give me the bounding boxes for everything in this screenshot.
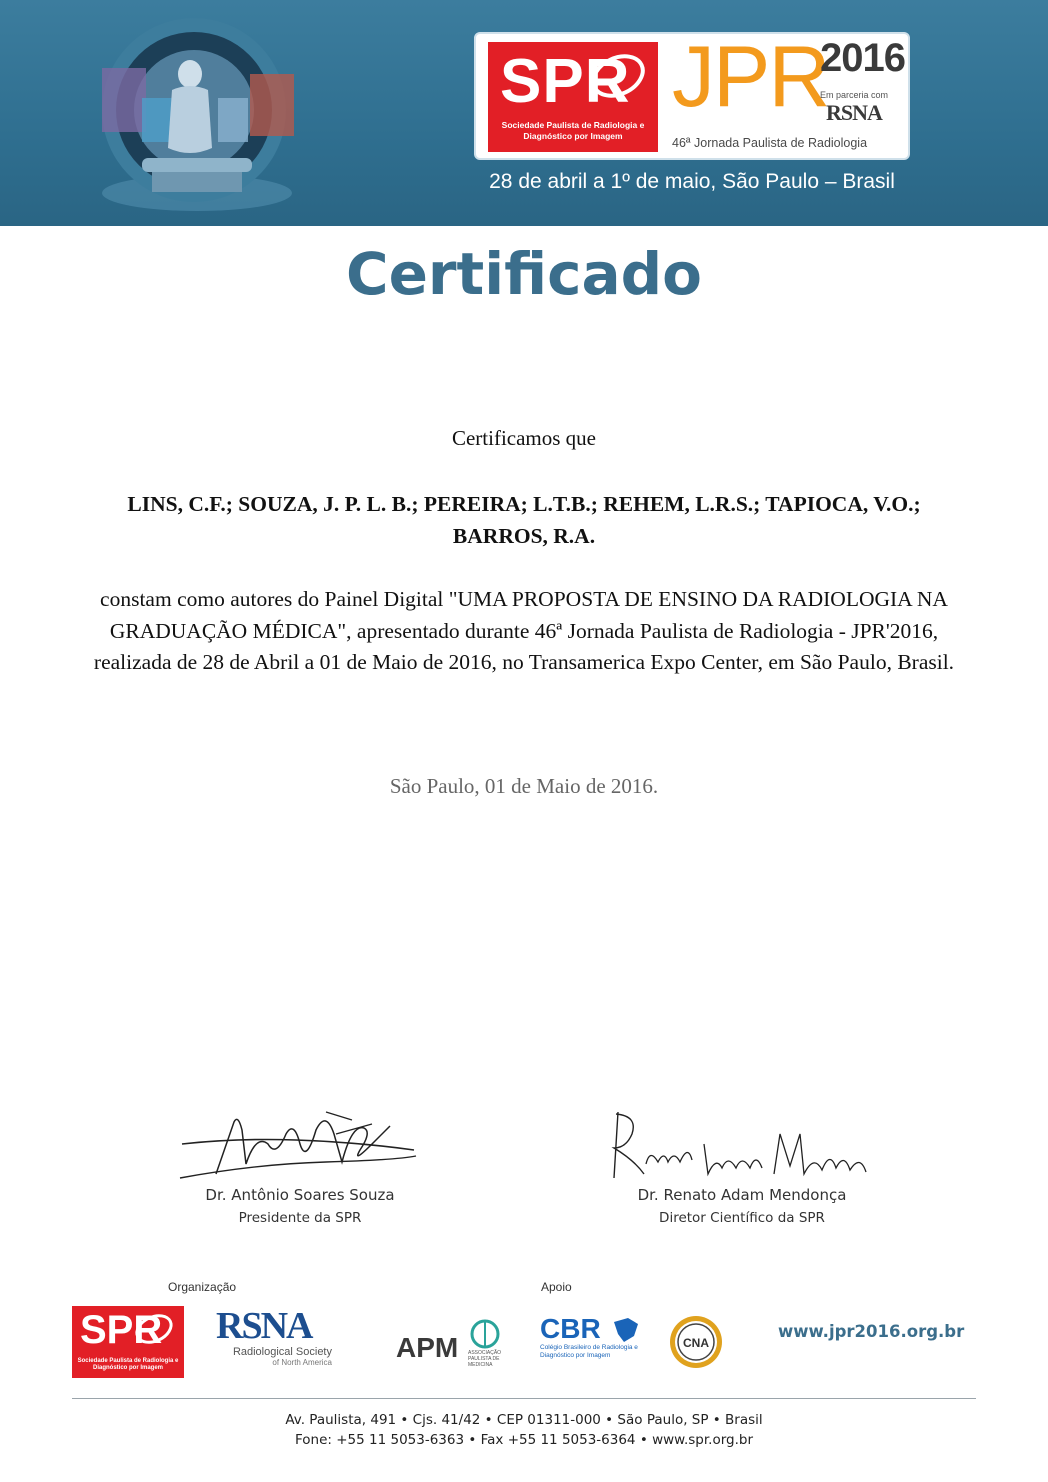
apm-logo-text: APM	[396, 1332, 459, 1363]
signer-souza	[180, 1186, 420, 1226]
signature-mendonca-image	[604, 1104, 880, 1188]
cbr-logo-subtitle: Colégio Brasileiro de Radiologia e Diagnóstico por Imagem	[540, 1344, 638, 1359]
apm-logo-subtitle: ASSOCIAÇÃO PAULISTA DE MEDICINA	[468, 1350, 502, 1368]
event-logo-box	[474, 29, 910, 160]
contact-line: Fone: +55 11 5053-6363 • Fax +55 11 5053-6364 • www.spr.org.br	[294, 1432, 754, 1448]
cbr-logo-text: CBR	[540, 1313, 601, 1344]
spr-logo-subtitle: Sociedade Paulista de Radiologia e Diagnóstico por Imagem	[501, 120, 645, 141]
partner-rsna-logo: RSNA	[826, 100, 882, 125]
organization-label: Organização	[168, 1280, 237, 1294]
signer-mendonca	[604, 1186, 880, 1226]
brazil-map-icon	[610, 1316, 640, 1344]
spr-swoosh-icon	[588, 50, 650, 102]
signer-name: Dr. Renato Adam Mendonça	[637, 1186, 847, 1204]
cbr-footer-logo	[540, 1314, 644, 1372]
event-year: 2016	[820, 36, 905, 80]
signer-role: Presidente da SPR	[238, 1210, 362, 1226]
certificate-intro: Certificamos que	[451, 426, 597, 450]
cna-seal-text: CNA	[683, 1336, 709, 1350]
spr-footer-subtitle: Sociedade Paulista de Radiologia e Diagnóstico por Imagem	[77, 1358, 179, 1371]
certificate-authors: LINS, C.F.; SOUZA, J. P. L. B.; PEREIRA; L.T.B.; REHEM, L.R.S.; TAPIOCA, V.O.; BARROS, R.A.	[127, 492, 921, 548]
spr-logo-text: SPR	[500, 47, 631, 116]
rsna-footer-logo	[216, 1306, 340, 1376]
apm-footer-logo	[396, 1318, 522, 1372]
certificate-body: constam como autores do Painel Digital "UMA PROPOSTA DE ENSINO DA RADIOLOGIA NA GRADUAÇÃO MÉDICA", apresentado durante 46ª Jornada Paulista de Radiologia - JPR'2016, realizada de 28 de Abril a 01 de Maio de 2016, no Transamerica Expo Center, em São Paulo, Brasil.	[93, 587, 955, 674]
address-line: Av. Paulista, 491 • Cjs. 41/42 • CEP 01311-000 • São Paulo, SP • Brasil	[285, 1412, 763, 1428]
cna-seal-logo	[668, 1314, 724, 1370]
certificate-place-date: São Paulo, 01 de Maio de 2016.	[389, 774, 659, 798]
footer-divider	[72, 1398, 976, 1399]
spr-footer-swoosh-icon	[132, 1310, 176, 1348]
rsna-footer-logo-text: RSNA	[216, 1305, 312, 1347]
signer-role: Diretor Científico da SPR	[659, 1210, 825, 1226]
event-dates: 28 de abril a 1º de maio, São Paulo – Brasil	[489, 170, 895, 193]
rsna-footer-subtitle-2: of North America	[272, 1358, 332, 1367]
caduceus-icon	[470, 1318, 500, 1350]
signature-souza-image	[176, 1104, 420, 1188]
header-banner	[0, 0, 1048, 226]
jpr-logo-text: JPR	[672, 29, 829, 125]
event-website[interactable]: www.jpr2016.org.br	[778, 1322, 965, 1341]
rsna-footer-subtitle: Radiological Society	[232, 1346, 332, 1358]
support-label: Apoio	[541, 1280, 572, 1294]
signer-name: Dr. Antônio Soares Souza	[205, 1186, 395, 1204]
spr-footer-logo-text: SPR	[80, 1308, 163, 1352]
radiology-scanner-illustration	[82, 18, 312, 218]
spr-logo	[488, 42, 658, 152]
partner-label: Em parceria com	[820, 90, 889, 100]
spr-footer-logo	[72, 1306, 184, 1378]
certificate-title: Certificado	[346, 240, 702, 308]
event-name: 46ª Jornada Paulista de Radiologia	[672, 136, 868, 150]
